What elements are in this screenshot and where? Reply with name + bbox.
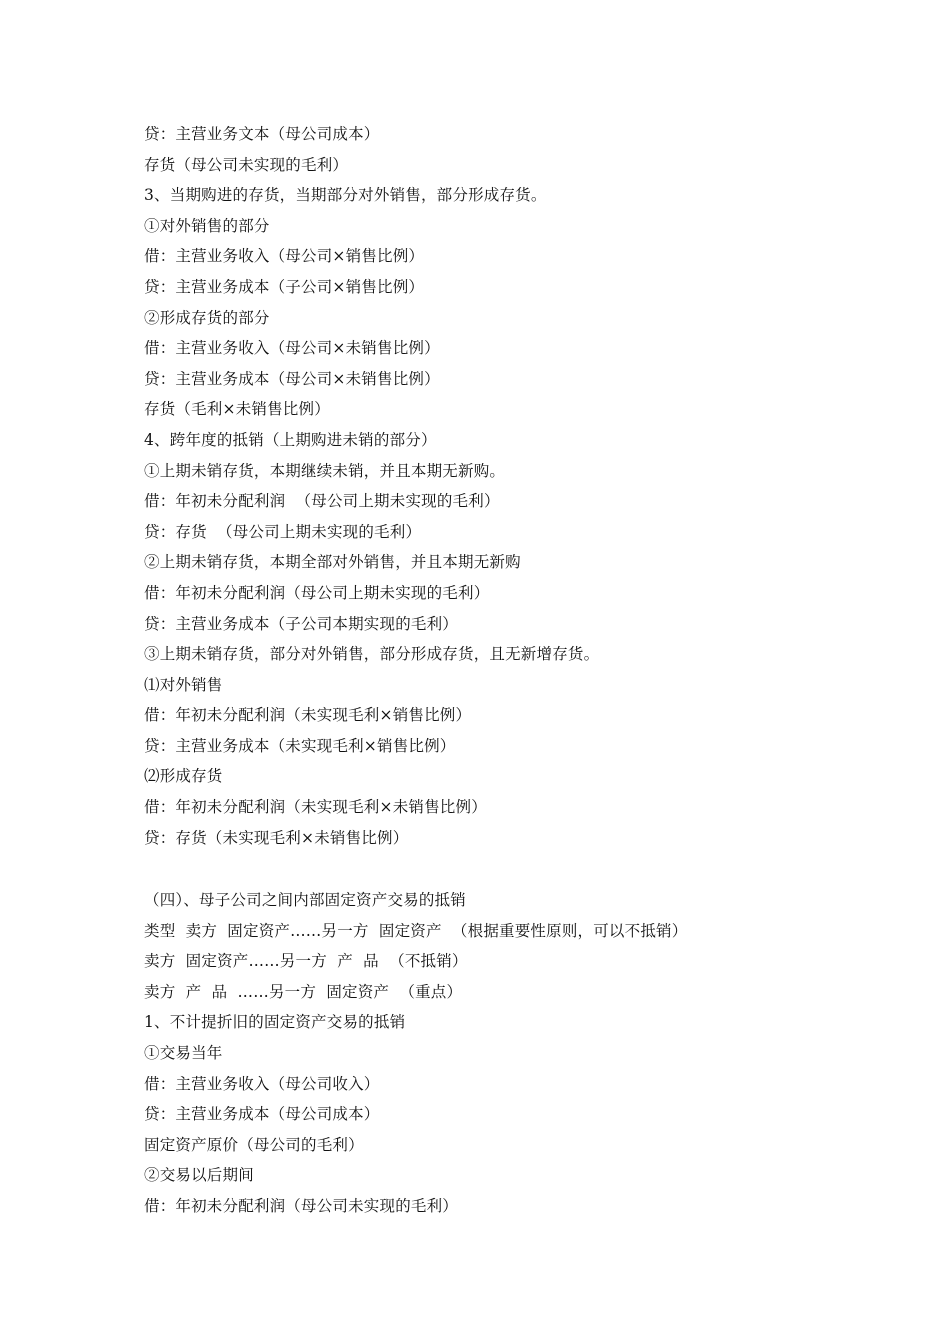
section-heading: （四）、母子公司之间内部固定资产交易的抵销 [144,891,466,909]
text-line: 贷：存货 （母公司上期未实现的毛利） [144,522,422,541]
text-line: 卖方 固定资产……另一方 产 品 （不抵销） [144,952,468,971]
text-line: 贷：主营业务成本（子公司×销售比例） [144,277,425,296]
text-line: 存货（毛利×未销售比例） [144,400,330,419]
text-block-fixed-asset-elimination [144,885,864,1222]
text-line: ①对外销售的部分 [144,216,270,235]
text-line: ①上期未销存货，本期继续未销，并且本期无新购。 [144,461,506,480]
text-line: 类型 卖方 固定资产……另一方 固定资产 （根据重要性原则，可以不抵销） [144,921,688,940]
text-line: 卖方 产 品 ……另一方 固定资产 （重点） [144,982,463,1001]
text-line: ⑵形成存货 [144,767,223,786]
text-line: ②形成存货的部分 [144,308,270,327]
text-line: ②交易以后期间 [144,1166,254,1185]
text-line: ①交易当年 [144,1043,223,1062]
text-line: 贷：主营业务成本（未实现毛利×销售比例） [144,736,456,755]
text-line: ③上期未销存货，部分对外销售，部分形成存货，且无新增存货。 [144,645,600,664]
text-line: 贷：主营业务成本（母公司×未销售比例） [144,369,440,388]
text-line: 3、当期购进的存货，当期部分对外销售，部分形成存货。 [144,186,547,205]
text-line: 1、不计提折旧的固定资产交易的抵销 [144,1013,406,1032]
text-line: 借：年初未分配利润（未实现毛利×销售比例） [144,706,472,725]
text-line: 借：年初未分配利润 （母公司上期未实现的毛利） [144,492,500,511]
text-line: 贷：存货（未实现毛利×未销售比例） [144,828,409,847]
text-line: 4、跨年度的抵销（上期购进未销的部分） [144,430,437,449]
text-line: 借：主营业务收入（母公司收入） [144,1074,380,1093]
text-line: 贷：主营业务成本（母公司成本） [144,1105,380,1124]
text-line: ⑴对外销售 [144,675,223,694]
text-line: 借：年初未分配利润（未实现毛利×未销售比例） [144,798,487,817]
text-line: 借：主营业务收入（母公司×销售比例） [144,247,425,266]
text-line: 贷：主营业务成本（子公司本期实现的毛利） [144,614,459,633]
text-line: 借：年初未分配利润（母公司未实现的毛利） [144,1196,459,1215]
text-line: ②上期未销存货，本期全部对外销售，并且本期无新购 [144,553,521,572]
text-line: 借：年初未分配利润（母公司上期未实现的毛利） [144,583,490,602]
text-block-inventory-elimination [144,119,864,853]
text-line: 固定资产原价（母公司的毛利） [144,1135,364,1154]
text-line: 贷：主营业务文本（母公司成本） [144,125,380,143]
text-line: 存货（母公司未实现的毛利） [144,155,349,174]
text-line: 借：主营业务收入（母公司×未销售比例） [144,339,440,358]
